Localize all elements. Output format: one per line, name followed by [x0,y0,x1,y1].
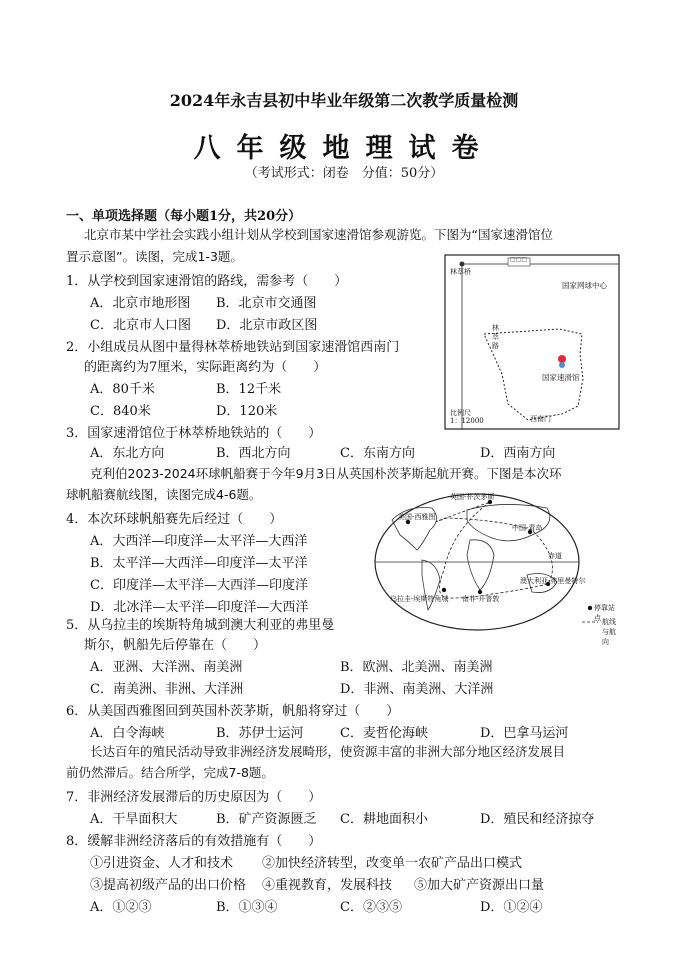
q2-option-b[interactable]: B．12千米 [216,382,282,397]
q2-option-d[interactable]: D．120米 [216,404,278,419]
map2-legend-route: 航线与航向 [602,618,616,646]
map1-label-road-top: □□□ [510,256,528,263]
q8-item-1: ①引进资金、人才和技术 [90,856,234,871]
map1-label-tennis: 国家网球中心 [562,281,607,290]
map1-label-road: 林 萃 路 [492,324,499,350]
paper-title: 八年级地理试卷 [193,133,495,164]
q5-stem-line1: 5．从乌拉圭的埃斯特角城到澳大利亚的弗里曼 [66,618,335,633]
map2-label-uk: 英国-朴茨茅斯 [450,493,495,501]
map2-label-qingdao: 中国-青岛 [512,524,543,532]
q3-stem: 3．国家速滑馆位于林萃桥地铁站的（ ） [66,426,322,441]
exam-info: （考试形式：闭卷 分值：50分） [244,166,444,181]
q8-option-c[interactable]: C．②③⑤ [340,900,402,915]
q2-stem-line2: 的距离约为7厘米，实际距离约为（ ） [84,360,327,375]
q8-option-d[interactable]: D．①②④ [480,900,543,915]
map1-label-gate: 西南门 [530,415,551,423]
map2-label-capetown: 南非-开普敦 [462,595,500,603]
q8-option-a[interactable]: A．①②③ [90,900,152,915]
map1-label-scale-value: 1：12000 [450,417,484,425]
q1-option-a[interactable]: A．北京市地形图 [90,296,191,311]
q3-option-c[interactable]: C．东南方向 [340,446,415,461]
q2-option-c[interactable]: C．840米 [90,404,151,419]
intro-c-line2: 前仍然滞后。结合所学，完成7-8题。 [66,765,274,780]
q7-option-b[interactable]: B．矿产资源匮乏 [216,812,317,827]
q3-option-b[interactable]: B．西北方向 [216,446,291,461]
intro-c-line1: 长达百年的殖民活动导致非洲经济发展畸形，使资源丰富的非洲大部分地区经济发展目 [90,744,566,759]
q2-option-a[interactable]: A．80千米 [90,382,155,397]
exam-title: 2024年永吉县初中毕业年级第二次教学质量检测 [169,91,519,110]
q4-option-d[interactable]: D．北冰洋—太平洋—印度洋—大西洋 [90,600,309,615]
q7-stem: 7．非洲经济发展滞后的历史原因为（ ） [66,790,322,805]
q8-item-3: ③提高初级产品的出口价格 [90,878,247,893]
q5-option-d[interactable]: D．非洲、南美洲、大洋洲 [340,682,494,697]
q6-option-a[interactable]: A．白令海峡 [90,726,165,741]
map1-label-bridge: 林萃桥 [450,268,471,276]
q8-option-b[interactable]: B．①③④ [216,900,278,915]
q1-option-b[interactable]: B．北京市交通图 [216,296,317,311]
intro-b-line2: 球帆船赛航线图，读图完成4-6题。 [66,487,262,502]
sailing-route-map [372,490,618,646]
q2-stem-line1: 2．小组成员从图中量得林萃桥地铁站到国家速滑馆西南门 [66,340,400,355]
intro-a-line2: 置示意图”。读图，完成1-3题。 [66,249,243,264]
map2-label-seattle: 美国-西雅图 [398,513,436,521]
map2-label-fremantle: 澳大利亚-弗里曼特尔 [520,577,586,585]
q8-item-4: ④重视教育，发展科技 [262,878,393,893]
q6-stem: 6．从美国西雅图回到英国朴茨茅斯，帆船将穿过（ ） [66,704,400,719]
map2-legend-stop: 停靠站点 [594,604,615,622]
q8-stem: 8．缓解非洲经济落后的有效措施有（ ） [66,834,322,849]
map1-label-venue: 国家速滑馆 [542,373,580,382]
q8-item-2: ②加快经济转型，改变单一农矿产品出口模式 [262,856,523,871]
q1-option-d[interactable]: D．北京市政区图 [216,318,318,333]
q7-option-d[interactable]: D．殖民和经济掠夺 [480,812,595,827]
q6-option-c[interactable]: C．麦哲伦海峡 [340,726,428,741]
q3-option-d[interactable]: D．西南方向 [480,446,556,461]
map2-label-uruguay: 乌拉圭-埃斯特角城 [390,595,449,603]
section-heading: 一、单项选择题（每小题1分，共20分） [66,209,302,224]
map1-label-scale: 比例尺 [450,409,471,417]
q5-option-a[interactable]: A．亚洲、大洋洲、南美洲 [90,660,243,675]
q4-stem: 4．本次环球帆船赛先后经过（ ） [66,512,283,527]
q4-option-a[interactable]: A．大西洋—印度洋—太平洋—大西洋 [90,534,308,549]
q8-item-5: ⑤加大矿产资源出口量 [414,878,545,893]
q1-option-c[interactable]: C．北京市人口图 [90,318,191,333]
q5-option-b[interactable]: B．欧洲、北美洲、南美洲 [340,660,493,675]
q4-option-c[interactable]: C．印度洋—太平洋—大西洋—印度洋 [90,578,308,593]
q5-option-c[interactable]: C．南美洲、非洲、大洋洲 [90,682,243,697]
q5-stem-line2: 斯尔，帆船先后停靠在（ ） [84,638,267,653]
q7-option-a[interactable]: A．干旱面积大 [90,812,178,827]
map2-label-equator: 赤道 [548,552,562,560]
intro-b-line1: 克利伯2023-2024环球帆船赛于今年9月3日从英国朴茨茅斯起航开赛。下图是本次环 [90,466,562,481]
q6-option-d[interactable]: D．巴拿马运河 [480,726,569,741]
q7-option-c[interactable]: C．耕地面积小 [340,812,428,827]
q1-stem: 1．从学校到国家速滑馆的路线，需参考（ ） [66,274,348,289]
q4-option-b[interactable]: B．太平洋—大西洋—印度洋—太平洋 [90,556,308,571]
q6-option-b[interactable]: B．苏伊士运河 [216,726,304,741]
venue-location-map [444,254,620,430]
q3-option-a[interactable]: A．东北方向 [90,446,165,461]
intro-a-line1: 北京市某中学社会实践小组计划从学校到国家速滑馆参观游览。下图为“国家速滑馆位 [84,227,553,242]
